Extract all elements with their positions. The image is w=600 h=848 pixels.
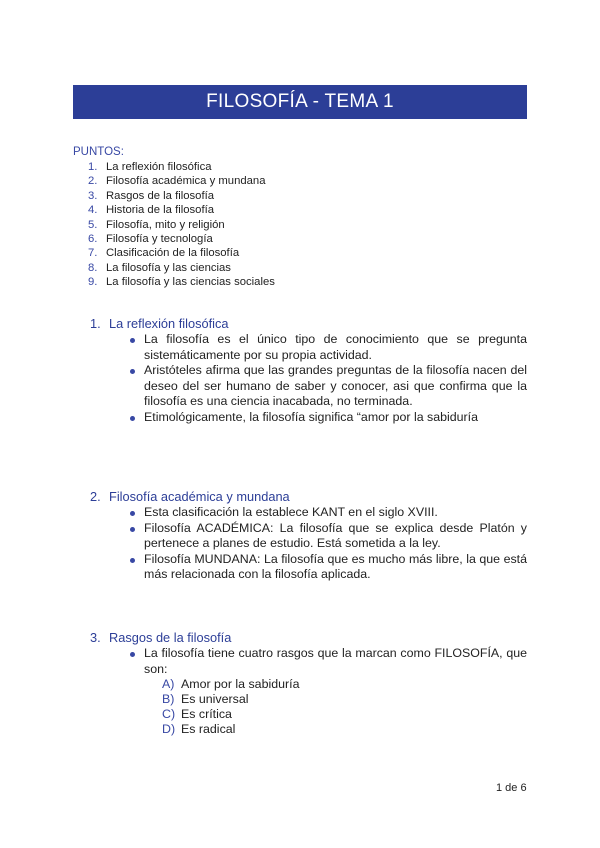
sublist-letter: B) bbox=[162, 691, 175, 706]
sublist-letter: C) bbox=[162, 706, 176, 721]
bullet-item bbox=[128, 332, 527, 363]
bullet-dot-icon bbox=[130, 511, 135, 516]
sublist-letter: D) bbox=[162, 721, 176, 736]
bullet-dot-icon bbox=[130, 338, 135, 343]
sublist-text: Es universal bbox=[181, 691, 249, 706]
bullet-dot-icon bbox=[130, 527, 135, 532]
puntos-item-label: Historia de la filosofía bbox=[106, 204, 214, 217]
puntos-item bbox=[88, 246, 275, 260]
puntos-item-label: Filosofía y tecnología bbox=[106, 233, 213, 246]
puntos-item bbox=[88, 275, 275, 289]
section-3-heading bbox=[90, 630, 231, 645]
puntos-item-label: Filosofía académica y mundana bbox=[106, 175, 266, 188]
section-title: La reflexión filosófica bbox=[109, 316, 229, 331]
bullet-dot-icon bbox=[130, 652, 135, 657]
puntos-item-number: 7. bbox=[88, 247, 98, 260]
sublist-text: Es radical bbox=[181, 721, 236, 736]
bullet-text: Aristóteles afirma que las grandes preguntas de la filosofía nacen del deseo del ser humano de saber y conocer, asi que confirma que la filosofía es una ciencia inacabada, no terminada. bbox=[144, 363, 527, 409]
puntos-item bbox=[88, 189, 275, 203]
bullet-dot-icon bbox=[130, 416, 135, 421]
puntos-item-number: 9. bbox=[88, 276, 98, 289]
puntos-item bbox=[88, 261, 275, 275]
puntos-item-number: 6. bbox=[88, 233, 98, 246]
puntos-item-label: La filosofía y las ciencias sociales bbox=[106, 276, 275, 289]
sublist-item bbox=[162, 707, 527, 722]
puntos-item-number: 8. bbox=[88, 261, 98, 274]
bullet-item bbox=[128, 646, 527, 736]
puntos-item bbox=[88, 218, 275, 232]
puntos-item-label: Rasgos de la filosofía bbox=[106, 189, 215, 202]
puntos-item-label: La filosofía y las ciencias bbox=[106, 261, 231, 274]
rasgos-sublist bbox=[144, 677, 527, 736]
section-2-heading bbox=[90, 489, 290, 504]
section-2-bullets bbox=[128, 505, 527, 583]
sublist-text: Amor por la sabiduría bbox=[181, 677, 300, 692]
sublist-letter: A) bbox=[162, 677, 175, 692]
section-number: 3. bbox=[90, 630, 101, 645]
puntos-item-number: 5. bbox=[88, 218, 98, 231]
section-1-bullets bbox=[128, 332, 527, 426]
bullet-text: Filosofía ACADÉMICA: La filosofía que se explica desde Platón y pertenece a planes de estudio. Está sometida a la ley. bbox=[144, 520, 527, 551]
section-3-bullets bbox=[128, 646, 527, 736]
puntos-item bbox=[88, 232, 275, 246]
puntos-heading: PUNTOS: bbox=[73, 146, 124, 158]
bullet-text: La filosofía tiene cuatro rasgos que la marcan como FILOSOFÍA, que son: bbox=[144, 646, 527, 676]
section-title: Filosofía académica y mundana bbox=[109, 489, 290, 504]
puntos-item bbox=[88, 160, 275, 174]
bullet-dot-icon bbox=[130, 369, 135, 374]
section-1-heading bbox=[90, 316, 229, 331]
sublist-item bbox=[162, 677, 527, 692]
bullet-item bbox=[128, 552, 527, 583]
bullet-text: Filosofía MUNDANA: La filosofía que es mucho más libre, la que está más relacionada con la filosofía aplicada. bbox=[144, 551, 527, 582]
puntos-item-label: La reflexión filosófica bbox=[106, 161, 212, 173]
puntos-item bbox=[88, 203, 275, 217]
bullet-item bbox=[128, 521, 527, 552]
bullet-item bbox=[128, 363, 527, 410]
page-title: FILOSOFÍA - TEMA 1 bbox=[206, 91, 394, 112]
sublist-item bbox=[162, 692, 527, 707]
puntos-item-number: 4. bbox=[88, 204, 98, 217]
puntos-item-label: Filosofía, mito y religión bbox=[106, 218, 225, 231]
section-title: Rasgos de la filosofía bbox=[109, 630, 232, 645]
puntos-item-number: 3. bbox=[88, 189, 98, 202]
sublist-text: Es crítica bbox=[181, 706, 232, 721]
puntos-item bbox=[88, 174, 275, 188]
section-number: 2. bbox=[90, 489, 101, 504]
page-number: 1 de 6 bbox=[496, 782, 527, 794]
bullet-text: Esta clasificación la establece KANT en el siglo XVIII. bbox=[144, 505, 438, 519]
page-title-banner bbox=[73, 85, 527, 119]
bullet-text: Etimológicamente, la filosofía significa “amor por la sabiduría bbox=[144, 409, 479, 424]
puntos-item-number: 2. bbox=[88, 175, 98, 188]
sublist-item bbox=[162, 722, 527, 737]
bullet-dot-icon bbox=[130, 558, 135, 563]
puntos-list bbox=[88, 160, 275, 290]
puntos-item-number: 1. bbox=[88, 161, 98, 173]
section-number: 1. bbox=[90, 316, 101, 331]
bullet-text: La filosofía es el único tipo de conocimiento que se pregunta sistemáticamente por su propia actividad. bbox=[144, 332, 527, 362]
bullet-item bbox=[128, 505, 527, 521]
puntos-item-label: Clasificación de la filosofía bbox=[106, 247, 240, 260]
bullet-item bbox=[128, 410, 527, 426]
